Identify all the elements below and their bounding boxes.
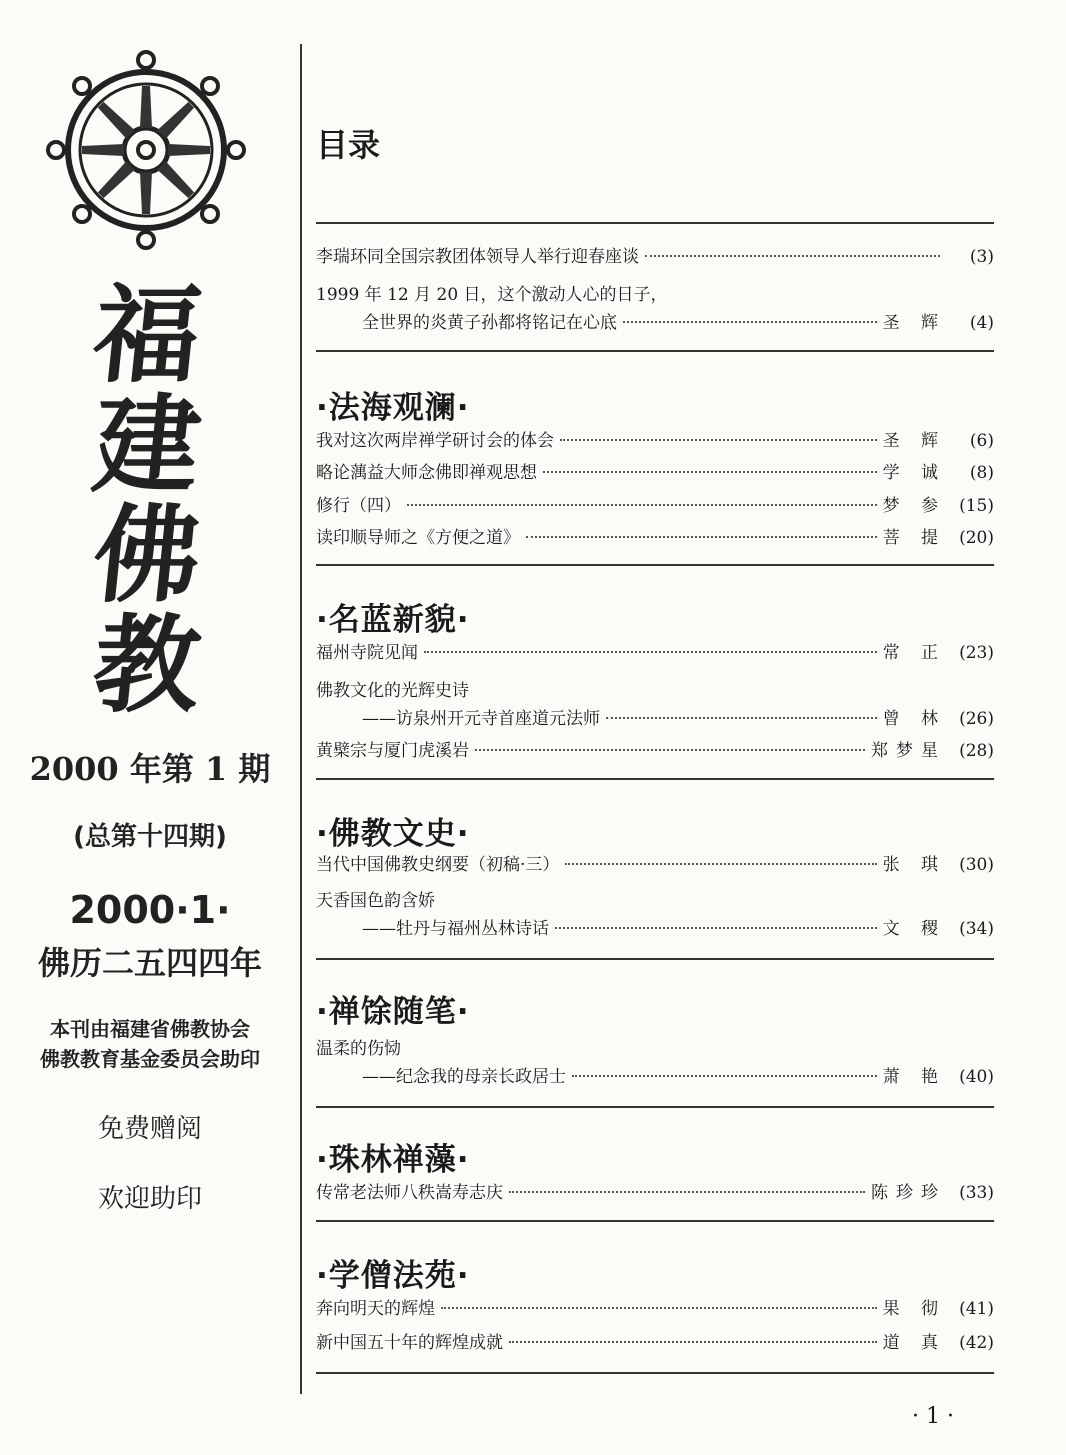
entry-author: 常 正 [882, 643, 946, 663]
column-divider [300, 44, 302, 1394]
toc-entry[interactable] [316, 850, 994, 880]
sponsor-note [20, 1014, 280, 1074]
title-char-2: 建 [87, 382, 207, 507]
entry-title: ——牡丹与福州丛林诗话 [362, 919, 549, 939]
entry-author: 张 琪 [882, 855, 946, 875]
leader-dots [623, 321, 877, 323]
entry-page: (8) [969, 463, 994, 483]
toc-entry[interactable] [316, 242, 994, 272]
divider [316, 958, 994, 960]
entry-author: 道 真 [882, 1333, 946, 1353]
toc-entry[interactable] [316, 1328, 994, 1358]
entry-author: 圣 辉 [882, 313, 946, 333]
entry-title: 奔向明天的辉煌 [316, 1299, 435, 1319]
entry-title: 李瑞环同全国宗教团体领导人举行迎春座谈 [316, 247, 639, 267]
entry-title: 全世界的炎黄子孙都将铭记在心底 [362, 313, 617, 333]
entry-title-line: 天香国色韵含娇 [316, 891, 435, 911]
entry-title: 读印顺导师之《方便之道》 [316, 528, 520, 548]
leader-dots [555, 927, 877, 929]
toc-entry[interactable] [316, 914, 994, 944]
toc-entry[interactable] [316, 426, 994, 456]
entry-title: ——纪念我的母亲长政居士 [362, 1067, 566, 1087]
issue-year: 2000 年第 1 期 [29, 750, 271, 788]
section-title: ·名蓝新貌· [316, 602, 470, 638]
toc-entry[interactable] [316, 1062, 994, 1092]
entry-author: 梦 参 [882, 496, 946, 516]
entry-page: (41) [959, 1299, 994, 1319]
section-title: ·法海观澜· [316, 390, 470, 426]
entry-title-line: 温柔的伤恸 [316, 1039, 401, 1059]
leader-dots [606, 717, 877, 719]
masthead-column [0, 0, 300, 1455]
dharma-wheel-icon [40, 44, 252, 256]
entry-page: (20) [959, 528, 994, 548]
entry-author: 学 诚 [882, 463, 946, 483]
entry-title-line: 佛教文化的光辉史诗 [316, 681, 469, 701]
divider [316, 1106, 994, 1108]
divider [316, 222, 994, 224]
toc-entry[interactable] [316, 704, 994, 734]
page-number: · 1 · [912, 1404, 954, 1429]
leader-dots [572, 1075, 877, 1077]
toc-entry[interactable] [316, 308, 994, 338]
leader-dots [543, 471, 877, 473]
toc-entry[interactable] [316, 1178, 994, 1208]
sponsor-line-2: 佛教教育基金委员会助印 [40, 1047, 260, 1071]
leader-dots [565, 863, 876, 865]
toc-entry[interactable] [316, 523, 994, 553]
entry-author: 陈珍珍 [871, 1183, 946, 1203]
entry-page: (30) [959, 855, 994, 875]
issue-total: (总第十四期) [73, 822, 227, 852]
welcome-sponsorship: 欢迎助印 [97, 1184, 202, 1214]
entry-page: (26) [959, 709, 994, 729]
toc-entry[interactable] [316, 638, 994, 668]
entry-page: (3) [969, 247, 994, 267]
entry-title: 略论蕅益大师念佛即禅观思想 [316, 463, 537, 483]
entry-title: 当代中国佛教史纲要（初稿·三） [316, 855, 560, 875]
section-title: ·禅馀随笔· [316, 994, 470, 1030]
entry-page: (28) [959, 741, 994, 761]
divider [316, 350, 994, 352]
leader-dots [441, 1307, 877, 1309]
entry-title: 修行（四） [316, 496, 401, 516]
leader-dots [424, 651, 877, 653]
entry-page: (34) [959, 919, 994, 939]
divider [316, 564, 994, 566]
leader-dots [560, 439, 877, 441]
toc-entry[interactable] [316, 736, 994, 766]
divider [316, 1372, 994, 1374]
toc-entry[interactable] [316, 1294, 994, 1324]
entry-page: (42) [959, 1333, 994, 1353]
entry-author: 曾 林 [882, 709, 946, 729]
entry-page: (33) [959, 1183, 994, 1203]
entry-page: (15) [959, 496, 994, 516]
buddhist-calendar: 佛历二五四四年 [37, 944, 262, 982]
toc-entry[interactable] [316, 491, 994, 521]
entry-title: 黄檗宗与厦门虎溪岩 [316, 741, 469, 761]
section-title: ·佛教文史· [316, 816, 470, 852]
entry-title: 我对这次两岸禅学研讨会的体会 [316, 431, 554, 451]
entry-title: 福州寺院见闻 [316, 643, 418, 663]
title-char-4: 教 [87, 602, 207, 727]
entry-page: (40) [959, 1067, 994, 1087]
title-char-1: 福 [87, 272, 207, 397]
entry-title: 新中国五十年的辉煌成就 [316, 1333, 503, 1353]
entry-page: (6) [969, 431, 994, 451]
entry-author: 圣 辉 [882, 431, 946, 451]
issue-date: 2000·1· [69, 888, 231, 932]
leader-dots [509, 1341, 877, 1343]
title-char-3: 佛 [87, 492, 207, 617]
entry-author: 郑梦星 [871, 741, 946, 761]
free-distribution: 免费赠阅 [97, 1114, 202, 1144]
entry-author: 菩 提 [882, 528, 946, 548]
entry-page: (23) [959, 643, 994, 663]
entry-author: 文 稷 [882, 919, 946, 939]
magazine-title [72, 272, 222, 727]
toc-heading: 目录 [316, 126, 381, 164]
leader-dots [407, 504, 877, 506]
leader-dots [509, 1191, 865, 1193]
leader-dots [526, 536, 877, 538]
section-title: ·学僧法苑· [316, 1258, 470, 1294]
sponsor-line-1: 本刊由福建省佛教协会 [50, 1017, 250, 1041]
entry-author: 萧 艳 [882, 1067, 946, 1087]
leader-dots [475, 749, 865, 751]
entry-title-line: 1999 年 12 月 20 日，这个激动人心的日子， [316, 285, 668, 305]
entry-title: 传常老法师八秩嵩寿志庆 [316, 1183, 503, 1203]
toc-entry[interactable] [316, 458, 994, 488]
entry-author: 果 彻 [882, 1299, 946, 1319]
section-title: ·珠林禅藻· [316, 1142, 470, 1178]
entry-page: (4) [969, 313, 994, 333]
divider [316, 778, 994, 780]
divider [316, 1220, 994, 1222]
entry-title: ——访泉州开元寺首座道元法师 [362, 709, 600, 729]
leader-dots [645, 255, 940, 257]
